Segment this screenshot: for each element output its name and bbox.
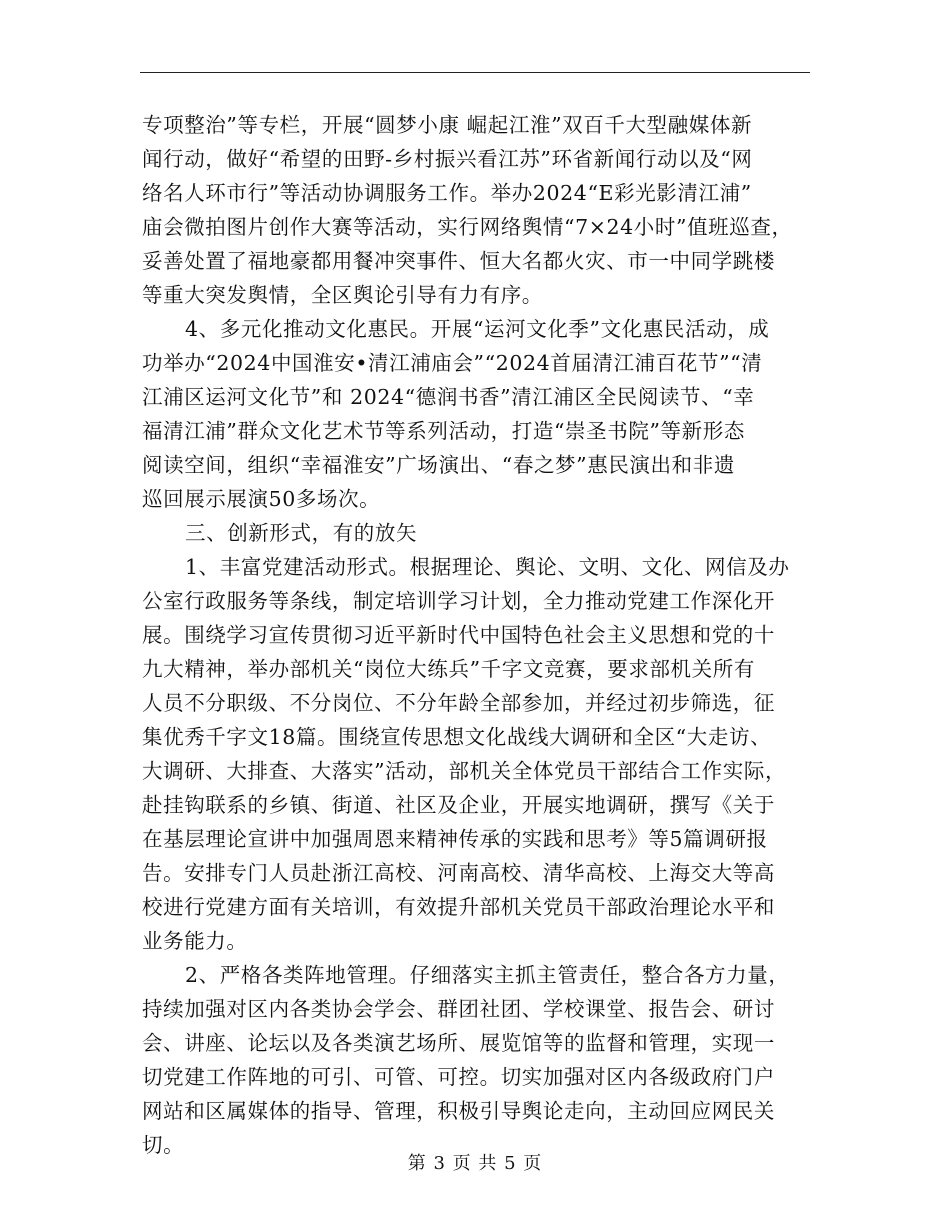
text-line: 九大精神，举办部机关“岗位大练兵”千字文竞赛，要求部机关所有 <box>142 657 755 681</box>
text-line: 巡回展示展演50多场次。 <box>142 487 381 511</box>
text-line: 江浦区运河文化节”和 2024“德润书香”清江浦区全民阅读节、“幸 <box>142 385 755 409</box>
text-line: 庙会微拍图片创作大赛等活动，实行网络舆情“7×24小时”值班巡查， <box>142 215 793 239</box>
text-line: 人员不分职级、不分岗位、不分年龄全部参加，并经过初步筛选，征 <box>142 691 775 715</box>
text-line: 告。安排专门人员赴浙江高校、河南高校、清华高校、上海交大等高 <box>142 861 775 885</box>
text-line: 2、严格各类阵地管理。仔细落实主抓主管责任，整合各方力量， <box>185 963 790 987</box>
text-line: 功举办“2024中国淮安•清江浦庙会”“2024首届清江浦百花节”“清 <box>142 351 763 375</box>
text-line: 赴挂钩联系的乡镇、街道、社区及企业，开展实地调研，撰写《关于 <box>142 793 775 817</box>
text-line: 等重大突发舆情，全区舆论引导有力有序。 <box>142 283 543 307</box>
text-line: 专项整治”等专栏，开展“圆梦小康 崛起江淮”双百千大型融媒体新 <box>142 113 753 137</box>
text-line: 持续加强对区内各类协会学会、群团社团、学校课堂、报告会、研讨 <box>142 997 775 1021</box>
text-line: 集优秀千字文18篇。围绕宣传思想文化战线大调研和全区“大走访、 <box>142 725 772 749</box>
text-line: 切党建工作阵地的可引、可管、可控。切实加强对区内各级政府门户 <box>142 1065 775 1089</box>
section-heading: 三、创新形式，有的放矢 <box>185 521 418 545</box>
text-line: 阅读空间，组织“幸福淮安”广场演出、“春之梦”惠民演出和非遗 <box>142 453 735 477</box>
header-rule <box>140 72 810 73</box>
text-line: 公室行政服务等条线，制定培训学习计划，全力推动党建工作深化开 <box>142 589 775 613</box>
page-number: 第 3 页 共 5 页 <box>407 1153 543 1174</box>
text-line: 展。围绕学习宣传贯彻习近平新时代中国特色社会主义思想和党的十 <box>142 623 775 647</box>
text-line: 妥善处置了福地豪都用餐冲突事件、恒大名都火灾、市一中同学跳楼 <box>142 249 775 273</box>
text-line: 4、多元化推动文化惠民。开展“运河文化季”文化惠民活动，成 <box>185 317 770 341</box>
text-line: 会、讲座、论坛以及各类演艺场所、展览馆等的监督和管理，实现一 <box>142 1031 775 1055</box>
text-line: 大调研、大排查、大落实”活动，部机关全体党员干部结合工作实际， <box>142 759 787 783</box>
text-line: 切。 <box>142 1133 185 1157</box>
text-line: 络名人环市行”等活动协调服务工作。举办2024“E彩光影清江浦” <box>142 181 752 205</box>
text-line: 1、丰富党建活动形式。根据理论、舆论、文明、文化、网信及办 <box>185 555 790 579</box>
text-line: 福清江浦”群众文化艺术节等系列活动，打造“崇圣书院”等新形态 <box>142 419 745 443</box>
text-line: 闻行动，做好“希望的田野-乡村振兴看江苏”环省新闻行动以及“网 <box>142 147 753 171</box>
text-line: 校进行党建方面有关培训，有效提升部机关党员干部政治理论水平和 <box>142 895 775 919</box>
text-line: 在基层理论宣讲中加强周恩来精神传承的实践和思考》等5篇调研报 <box>142 827 768 851</box>
text-line: 网站和区属媒体的指导、管理，积极引导舆论走向，主动回应网民关 <box>142 1099 775 1123</box>
text-line: 业务能力。 <box>142 929 248 953</box>
